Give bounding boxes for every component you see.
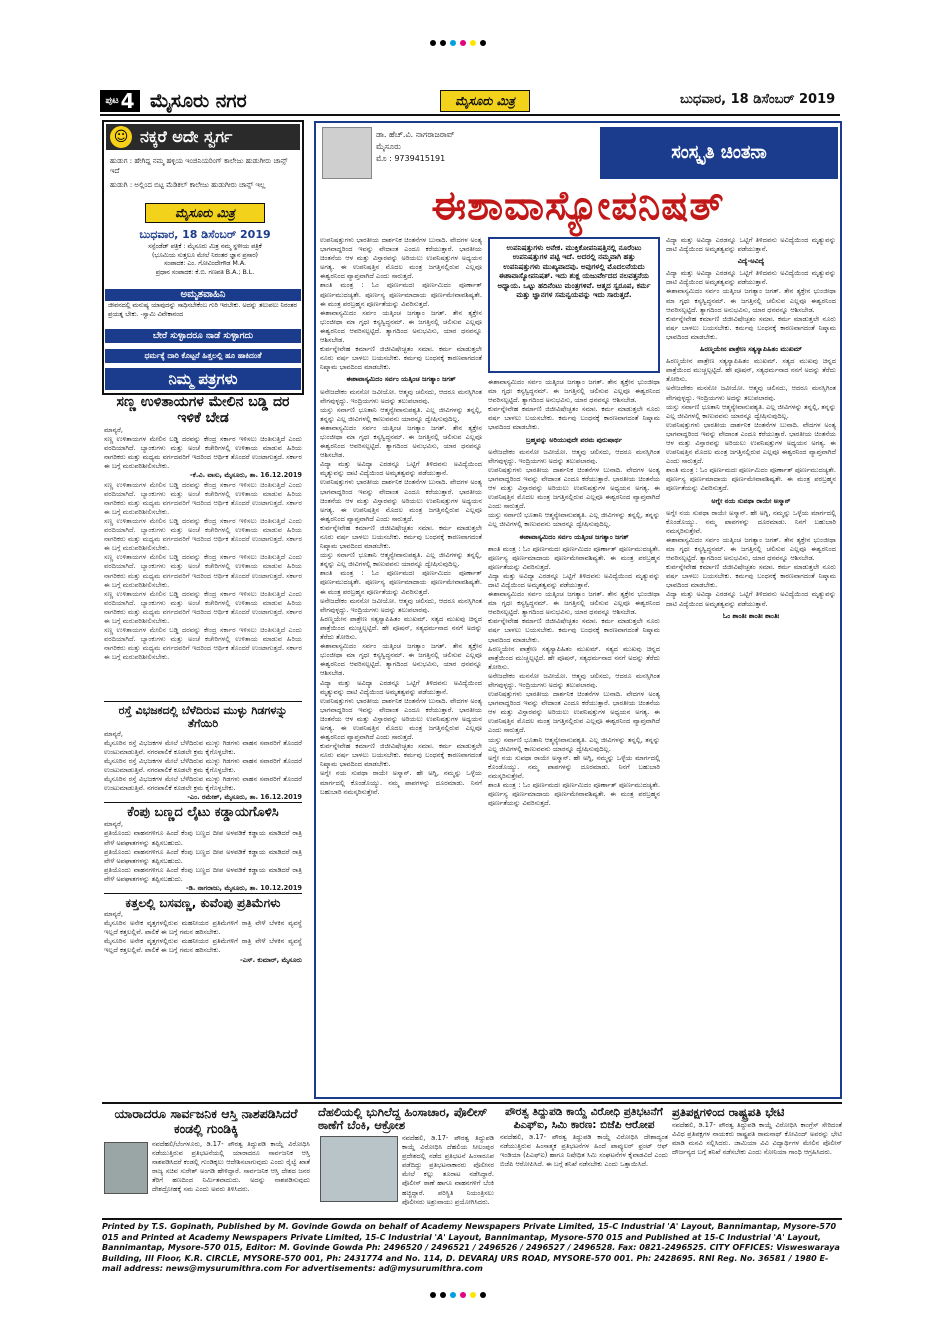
sidebar-masthead: ಮೈಸೂರು ಮಿತ್ರ <box>145 203 265 223</box>
author-photo <box>322 127 372 179</box>
story-headline: ದೆಹಲಿಯಲ್ಲಿ ಭುಗಿಲೆದ್ದ ಹಿಂಸಾಚಾರ, ಪೊಲೀಸ್ ಠಾಣೆಗೆ ಬೆಂಕಿ, ಆಕ್ರೋಶ <box>318 1106 488 1132</box>
letter-body: ಮೈಸೂರಿನ ರಸ್ತೆ ವಿಭಜಕಗಳ ಮೇಲೆ ಬೆಳೆದಿರುವ ಮುಳ್ಳು ಗಿಡಗಳು ವಾಹನ ಸವಾರರಿಗೆ ತೊಂದರೆ ಉಂಟುಮಾಡುತ್ತಿವೆ. ನಗರಪಾಲಿಕೆ ಕೂಡಲೇ ಕ್ರಮ ಕೈಗೊಳ್ಳಬೇಕು. <box>104 738 302 756</box>
story <box>318 1106 494 1216</box>
story-body: ನವದೆಹಲಿ, ಡಿ.17- ಪೌರತ್ವ ತಿದ್ದುಪಡಿ ಕಾಯ್ದೆ ವಿರೋಧಿಸಿ ಕಾಂಗ್ರೆಸ್ ಸೇರಿದಂತೆ ವಿವಿಧ ಪ್ರತಿಪಕ್ಷಗಳ ನಾಯಕರು ರಾಷ್ಟ್ರಪತಿ ರಾಮನಾಥ್ ಕೋವಿಂದ್ ಅವರನ್ನು ಭೇಟಿ ಮಾಡಿ ಮನವಿ ಸಲ್ಲಿಸಿದರು. ಜಾಮಿಯಾ ವಿವಿ ವಿದ್ಯಾರ್ಥಿಗಳ ಮೇಲಿನ ಪೊಲೀಸ್ ದೌರ್ಜನ್ಯದ ಬಗ್ಗೆ ತನಿಖೆ ನಡೆಸಬೇಕು ಎಂದು ಸೋನಿಯಾ ಗಾಂಧಿ ಆಗ್ರಹಿಸಿದರು. <box>672 1121 842 1157</box>
letter-title: ರಸ್ತೆ ವಿಭಜಕದಲ್ಲಿ ಬೆಳೆದಿರುವ ಮುಳ್ಳು ಗಿಡಗಳನ್ನು ತೆಗೆಯಿರಿ <box>118 703 288 730</box>
letter: ಕತ್ತಲಲ್ಲಿ ಬಸವಣ್ಣ, ಕುವೆಂಪು ಪ್ರತಿಮೆಗಳು ಮಾನ್ಯರೆ, ಮೈಸೂರಿನ ಅನೇಕ ವೃತ್ತಗಳಲ್ಲಿರುವ ಮಹನೀಯರ ಪ್ರತಿಮೆಗಳಿಗೆ ರಾತ್ರಿ ವೇಳೆ ಬೆಳಕಿನ ವ್ಯವಸ್ಥೆ ಇಲ್ಲದೆ ಕತ್ತಲಲ್ಲಿವೆ. ಪಾಲಿಕೆ ಈ ಬಗ್ಗೆ ಗಮನ ಹರಿಸಬೇಕು. ಮೈಸೂರಿನ ಅನೇಕ ವೃತ್ತಗಳಲ್ಲಿರುವ ಮಹನೀಯರ ಪ್ರತಿಮೆಗಳಿಗೆ ರಾತ್ರಿ ವೇಳೆ ಬೆಳಕಿನ ವ್ಯವಸ್ಥೆ ಇಲ್ಲದೆ ಕತ್ತಲಲ್ಲಿವೆ. ಪಾಲಿಕೆ ಈ ಬಗ್ಗೆ ಗಮನ ಹರಿಸಬೇಕು. -ಎಸ್. ಕುಮಾರ್, ಮೈಸೂರು <box>104 893 302 965</box>
feature-subhead: ಈಶಾವಾಸ್ಯಮಿದಂ ಸರ್ವಂ ಯತ್ಕಿಂಚ ಜಗತ್ಯಾಂ ಜಗತ್ <box>346 375 456 384</box>
letter-salutation: ಮಾನ್ಯರೆ, <box>104 426 124 434</box>
proverb-strip: ಬೇರೆ ಸುಳ್ಳಾದರೂ ನಾಡೆ ಸುಳ್ಳಾಗದು <box>105 329 301 343</box>
joke-line: ಹುಡುಗ : ಹೇಗಿದ್ದ ನಮ್ಮ ಹಳ್ಳಿಯ ಇಂಜಿನಿಯರಿಂಗ್ ಕಾಲೇಜು ಹುಡುಗೀರು ಚಾನ್ಸ್ ಇದೆ <box>110 157 288 175</box>
author-city: ಮೈಸೂರು <box>376 142 401 151</box>
feature-subhead: ಬ್ರಹ್ಮವನ್ನು ಅರಿಯುವುದೇ ಪರಮ ಪುರುಷಾರ್ಥ <box>525 435 623 444</box>
feature-column-3: ವಿದ್ಯಾ ಮತ್ತು ಅವಿದ್ಯಾ ಎರಡನ್ನೂ ಒಟ್ಟಿಗೆ ತಿಳಿದವನು ಅವಿದ್ಯೆಯಿಂದ ಮೃತ್ಯುವನ್ನು ದಾಟಿ ವಿದ್ಯೆಯಿಂದ ಅಮೃತತ್ವವನ್ನು ಪಡೆಯುತ್ತಾನೆ. ವಿದ್ಯೆ-ಅವಿದ್ಯೆ ವಿದ್ಯಾ ಮತ್ತು ಅವಿದ್ಯಾ ಎರಡನ್ನೂ ಒಟ್ಟಿಗೆ ತಿಳಿದವನು ಅವಿದ್ಯೆಯಿಂದ ಮೃತ್ಯುವನ್ನು ದಾಟಿ ವಿದ್ಯೆಯಿಂದ ಅಮೃತತ್ವವನ್ನು ಪಡೆಯುತ್ತಾನೆ. ಈಶಾವಾಸ್ಯಮಿದಂ ಸರ್ವಂ ಯತ್ಕಿಂಚ ಜಗತ್ಯಾಂ ಜಗತ್. ತೇನ ತ್ಯಕ್ತೇನ ಭುಂಜೀಥಾ ಮಾ ಗೃಧಃ ಕಸ್ಯಸ್ವಿದ್ಧನಮ್. ಈ ಜಗತ್ತಿನಲ್ಲಿ ಚಲಿಸುವ ಎಲ್ಲವೂ ಈಶ್ವರನಿಂದ ಆವರಿಸಲ್ಪಟ್ಟಿದೆ. ತ್ಯಾಗದಿಂದ ಅನುಭವಿಸು, ಯಾರ ಧನವನ್ನೂ ಆಶಿಸಬೇಡ. ಕುರ್ವನ್ನೇವೇಹ ಕರ್ಮಾಣಿ ಜಿಜೀವಿಷೇಚ್ಛತಂ ಸಮಾಃ. ಕರ್ಮ ಮಾಡುತ್ತಲೇ ನೂರು ವರ್ಷ ಬಾಳಲು ಬಯಸಬೇಕು. ಕರ್ಮವು ಬಂಧನಕ್ಕೆ ಕಾರಣವಾಗದಂತೆ ನಿಷ್ಕಾಮ ಭಾವದಿಂದ ಮಾಡಬೇಕು. ಹಿರಣ್ಮಯೇನ ಪಾತ್ರೇಣ ಸತ್ಯಸ್ಯಾಪಿಹಿತಂ ಮುಖಮ್ ಹಿರಣ್ಮಯೇನ ಪಾತ್ರೇಣ ಸತ್ಯಸ್ಯಾಪಿಹಿತಂ ಮುಖಮ್. ಸತ್ಯದ ಮುಖವು ಚಿನ್ನದ ಪಾತ್ರೆಯಿಂದ ಮುಚ್ಚಲ್ಪಟ್ಟಿದೆ. ಹೇ ಪೂಷನ್, ಸತ್ಯಧರ್ಮನಾದ ನನಗೆ ಅದನ್ನು ತೆರೆದು ತೋರಿಸು. ಅನೇಜದೇಕಂ ಮನಸೋ ಜವೀಯೋ. ಆತ್ಮವು ಚಲಿಸದು, ಆದರೂ ಮನಸ್ಸಿಗಿಂತ ವೇಗವುಳ್ಳದ್ದು. ಇಂದ್ರಿಯಗಳು ಅದನ್ನು ತಲುಪಲಾರವು. ಯಸ್ತು ಸರ್ವಾಣಿ ಭೂತಾನಿ ಆತ್ಮನ್ಯೇವಾನುಪಶ್ಯತಿ. ಎಲ್ಲ ಜೀವಿಗಳನ್ನು ತನ್ನಲ್ಲಿ, ತನ್ನನ್ನು ಎಲ್ಲ ಜೀವಿಗಳಲ್ಲಿ ಕಾಣುವವನು ಯಾರನ್ನೂ ದ್ವೇಷಿಸುವುದಿಲ್ಲ. ಉಪನಿಷತ್ತುಗಳು ಭಾರತೀಯ ದಾರ್ಶನಿಕ ಚಿಂತನೆಗಳ ಬುನಾದಿ. ವೇದಗಳ ಅಂತ್ಯ ಭಾಗವಾದ್ದರಿಂದ ಇವನ್ನು ವೇದಾಂತ ಎಂದೂ ಕರೆಯುತ್ತಾರೆ. ಭಾರತೀಯ ಚಿಂತನೆಯ ಆಳ ಮತ್ತು ವಿಸ್ತಾರವನ್ನು ಅರಿಯಲು ಉಪನಿಷತ್ತುಗಳ ಅಧ್ಯಯನ ಅಗತ್ಯ. ಈ ಉಪನಿಷತ್ತಿನ ಮೊದಲ ಮಂತ್ರ ಜಗತ್ತಿನಲ್ಲಿರುವ ಎಲ್ಲವೂ ಈಶ್ವರನಿಂದ ವ್ಯಾಪ್ತವಾಗಿದೆ ಎಂದು ಸಾರುತ್ತದೆ. ಶಾಂತಿ ಮಂತ್ರ : ಓಂ ಪೂರ್ಣಮದಃ ಪೂರ್ಣಮಿದಂ ಪೂರ್ಣಾತ್ ಪೂರ್ಣಮುದಚ್ಯತೇ. ಪೂರ್ಣಸ್ಯ ಪೂರ್ಣಮಾದಾಯ ಪೂರ್ಣಮೇವಾವಶಿಷ್ಯತೇ. ಈ ಮಂತ್ರ ಪರಬ್ರಹ್ಮನ ಪೂರ್ಣತೆಯನ್ನು ವಿವರಿಸುತ್ತದೆ. ಅಗ್ನೇ ನಯ ಸುಪಥಾ ರಾಯೇ ಅಸ್ಮಾನ್ ಅಗ್ನೇ ನಯ ಸುಪಥಾ ರಾಯೇ ಅಸ್ಮಾನ್. ಹೇ ಅಗ್ನಿ, ನಮ್ಮನ್ನು ಒಳ್ಳೆಯ ಮಾರ್ಗದಲ್ಲಿ ಕೊಂಡೊಯ್ಯು. ನಮ್ಮ ಪಾಪಗಳನ್ನು ದೂರಮಾಡು. ನಿನಗೆ ಬಹುಬಾರಿ ನಮಸ್ಕರಿಸುತ್ತೇವೆ. ಈಶಾವಾಸ್ಯಮಿದಂ ಸರ್ವಂ ಯತ್ಕಿಂಚ ಜಗತ್ಯಾಂ ಜಗತ್. ತೇನ ತ್ಯಕ್ತೇನ ಭುಂಜೀಥಾ ಮಾ ಗೃಧಃ ಕಸ್ಯಸ್ವಿದ್ಧನಮ್. ಈ ಜಗತ್ತಿನಲ್ಲಿ ಚಲಿಸುವ ಎಲ್ಲವೂ ಈಶ್ವರನಿಂದ ಆವರಿಸಲ್ಪಟ್ಟಿದೆ. ತ್ಯಾಗದಿಂದ ಅನುಭವಿಸು, ಯಾರ ಧನವನ್ನೂ ಆಶಿಸಬೇಡ. ಕುರ್ವನ್ನೇವೇಹ ಕರ್ಮಾಣಿ ಜಿಜೀವಿಷೇಚ್ಛತಂ ಸಮಾಃ. ಕರ್ಮ ಮಾಡುತ್ತಲೇ ನೂರು ವರ್ಷ ಬಾಳಲು ಬಯಸಬೇಕು. ಕರ್ಮವು ಬಂಧನಕ್ಕೆ ಕಾರಣವಾಗದಂತೆ ನಿಷ್ಕಾಮ ಭಾವದಿಂದ ಮಾಡಬೇಕು. ವಿದ್ಯಾ ಮತ್ತು ಅವಿದ್ಯಾ ಎರಡನ್ನೂ ಒಟ್ಟಿಗೆ ತಿಳಿದವನು ಅವಿದ್ಯೆಯಿಂದ ಮೃತ್ಯುವನ್ನು ದಾಟಿ ವಿದ್ಯೆಯಿಂದ ಅಮೃತತ್ವವನ್ನು ಪಡೆಯುತ್ತಾನೆ. ಓಂ ಶಾಂತಿಃ ಶಾಂತಿಃ ಶಾಂತಿಃ <box>666 236 836 620</box>
stories-rule <box>102 1102 842 1104</box>
story-body: ನವದೆಹಲಿ, ಡಿ.17- ಪೌರತ್ವ ತಿದ್ದುಪಡಿ ಕಾಯ್ದೆ ವಿರೋಧಿಸಿ ದೆಹಲಿಯ ಸೀಲಂಪುರ ಪ್ರದೇಶದಲ್ಲಿ ನಡೆದ ಪ್ರತಿಭಟನೆ ಹಿಂಸಾರೂಪ ಪಡೆದಿದ್ದು ಪ್ರತಿಭಟನಾಕಾರರು ಪೊಲೀಸರ ಮೇಲೆ ಕಲ್ಲು ತೂರಾಟ ನಡೆಸಿದ್ದಾರೆ. ಪೊಲೀಸ್ ಠಾಣೆ ಹಾಗೂ ವಾಹನಗಳಿಗೆ ಬೆಂಕಿ ಹಚ್ಚಿದ್ದಾರೆ. ಪರಿಸ್ಥಿತಿ ನಿಯಂತ್ರಿಸಲು ಪೊಲೀಸರು ಅಶ್ರುವಾಯು ಪ್ರಯೋಗಿಸಿದರು. <box>402 1134 494 1206</box>
feature-column-1: ಉಪನಿಷತ್ತುಗಳು ಭಾರತೀಯ ದಾರ್ಶನಿಕ ಚಿಂತನೆಗಳ ಬುನಾದಿ. ವೇದಗಳ ಅಂತ್ಯ ಭಾಗವಾದ್ದರಿಂದ ಇವನ್ನು ವೇದಾಂತ ಎಂದೂ ಕರೆಯುತ್ತಾರೆ. ಭಾರತೀಯ ಚಿಂತನೆಯ ಆಳ ಮತ್ತು ವಿಸ್ತಾರವನ್ನು ಅರಿಯಲು ಉಪನಿಷತ್ತುಗಳ ಅಧ್ಯಯನ ಅಗತ್ಯ. ಈ ಉಪನಿಷತ್ತಿನ ಮೊದಲ ಮಂತ್ರ ಜಗತ್ತಿನಲ್ಲಿರುವ ಎಲ್ಲವೂ ಈಶ್ವರನಿಂದ ವ್ಯಾಪ್ತವಾಗಿದೆ ಎಂದು ಸಾರುತ್ತದೆ. ಶಾಂತಿ ಮಂತ್ರ : ಓಂ ಪೂರ್ಣಮದಃ ಪೂರ್ಣಮಿದಂ ಪೂರ್ಣಾತ್ ಪೂರ್ಣಮುದಚ್ಯತೇ. ಪೂರ್ಣಸ್ಯ ಪೂರ್ಣಮಾದಾಯ ಪೂರ್ಣಮೇವಾವಶಿಷ್ಯತೇ. ಈ ಮಂತ್ರ ಪರಬ್ರಹ್ಮನ ಪೂರ್ಣತೆಯನ್ನು ವಿವರಿಸುತ್ತದೆ. ಈಶಾವಾಸ್ಯಮಿದಂ ಸರ್ವಂ ಯತ್ಕಿಂಚ ಜಗತ್ಯಾಂ ಜಗತ್. ತೇನ ತ್ಯಕ್ತೇನ ಭುಂಜೀಥಾ ಮಾ ಗೃಧಃ ಕಸ್ಯಸ್ವಿದ್ಧನಮ್. ಈ ಜಗತ್ತಿನಲ್ಲಿ ಚಲಿಸುವ ಎಲ್ಲವೂ ಈಶ್ವರನಿಂದ ಆವರಿಸಲ್ಪಟ್ಟಿದೆ. ತ್ಯಾಗದಿಂದ ಅನುಭವಿಸು, ಯಾರ ಧನವನ್ನೂ ಆಶಿಸಬೇಡ. ಕುರ್ವನ್ನೇವೇಹ ಕರ್ಮಾಣಿ ಜಿಜೀವಿಷೇಚ್ಛತಂ ಸಮಾಃ. ಕರ್ಮ ಮಾಡುತ್ತಲೇ ನೂರು ವರ್ಷ ಬಾಳಲು ಬಯಸಬೇಕು. ಕರ್ಮವು ಬಂಧನಕ್ಕೆ ಕಾರಣವಾಗದಂತೆ ನಿಷ್ಕಾಮ ಭಾವದಿಂದ ಮಾಡಬೇಕು. ಈಶಾವಾಸ್ಯಮಿದಂ ಸರ್ವಂ ಯತ್ಕಿಂಚ ಜಗತ್ಯಾಂ ಜಗತ್ ಅನೇಜದೇಕಂ ಮನಸೋ ಜವೀಯೋ. ಆತ್ಮವು ಚಲಿಸದು, ಆದರೂ ಮನಸ್ಸಿಗಿಂತ ವೇಗವುಳ್ಳದ್ದು. ಇಂದ್ರಿಯಗಳು ಅದನ್ನು ತಲುಪಲಾರವು. ಯಸ್ತು ಸರ್ವಾಣಿ ಭೂತಾನಿ ಆತ್ಮನ್ಯೇವಾನುಪಶ್ಯತಿ. ಎಲ್ಲ ಜೀವಿಗಳನ್ನು ತನ್ನಲ್ಲಿ, ತನ್ನನ್ನು ಎಲ್ಲ ಜೀವಿಗಳಲ್ಲಿ ಕಾಣುವವನು ಯಾರನ್ನೂ ದ್ವೇಷಿಸುವುದಿಲ್ಲ. ಈಶಾವಾಸ್ಯಮಿದಂ ಸರ್ವಂ ಯತ್ಕಿಂಚ ಜಗತ್ಯಾಂ ಜಗತ್. ತೇನ ತ್ಯಕ್ತೇನ ಭುಂಜೀಥಾ ಮಾ ಗೃಧಃ ಕಸ್ಯಸ್ವಿದ್ಧನಮ್. ಈ ಜಗತ್ತಿನಲ್ಲಿ ಚಲಿಸುವ ಎಲ್ಲವೂ ಈಶ್ವರನಿಂದ ಆವರಿಸಲ್ಪಟ್ಟಿದೆ. ತ್ಯಾಗದಿಂದ ಅನುಭವಿಸು, ಯಾರ ಧನವನ್ನೂ ಆಶಿಸಬೇಡ. ವಿದ್ಯಾ ಮತ್ತು ಅವಿದ್ಯಾ ಎರಡನ್ನೂ ಒಟ್ಟಿಗೆ ತಿಳಿದವನು ಅವಿದ್ಯೆಯಿಂದ ಮೃತ್ಯುವನ್ನು ದಾಟಿ ವಿದ್ಯೆಯಿಂದ ಅಮೃತತ್ವವನ್ನು ಪಡೆಯುತ್ತಾನೆ. ಉಪನಿಷತ್ತುಗಳು ಭಾರತೀಯ ದಾರ್ಶನಿಕ ಚಿಂತನೆಗಳ ಬುನಾದಿ. ವೇದಗಳ ಅಂತ್ಯ ಭಾಗವಾದ್ದರಿಂದ ಇವನ್ನು ವೇದಾಂತ ಎಂದೂ ಕರೆಯುತ್ತಾರೆ. ಭಾರತೀಯ ಚಿಂತನೆಯ ಆಳ ಮತ್ತು ವಿಸ್ತಾರವನ್ನು ಅರಿಯಲು ಉಪನಿಷತ್ತುಗಳ ಅಧ್ಯಯನ ಅಗತ್ಯ. ಈ ಉಪನಿಷತ್ತಿನ ಮೊದಲ ಮಂತ್ರ ಜಗತ್ತಿನಲ್ಲಿರುವ ಎಲ್ಲವೂ ಈಶ್ವರನಿಂದ ವ್ಯಾಪ್ತವಾಗಿದೆ ಎಂದು ಸಾರುತ್ತದೆ. ಕುರ್ವನ್ನೇವೇಹ ಕರ್ಮಾಣಿ ಜಿಜೀವಿಷೇಚ್ಛತಂ ಸಮಾಃ. ಕರ್ಮ ಮಾಡುತ್ತಲೇ ನೂರು ವರ್ಷ ಬಾಳಲು ಬಯಸಬೇಕು. ಕರ್ಮವು ಬಂಧನಕ್ಕೆ ಕಾರಣವಾಗದಂತೆ ನಿಷ್ಕಾಮ ಭಾವದಿಂದ ಮಾಡಬೇಕು. ಯಸ್ತು ಸರ್ವಾಣಿ ಭೂತಾನಿ ಆತ್ಮನ್ಯೇವಾನುಪಶ್ಯತಿ. ಎಲ್ಲ ಜೀವಿಗಳನ್ನು ತನ್ನಲ್ಲಿ, ತನ್ನನ್ನು ಎಲ್ಲ ಜೀವಿಗಳಲ್ಲಿ ಕಾಣುವವನು ಯಾರನ್ನೂ ದ್ವೇಷಿಸುವುದಿಲ್ಲ. ಶಾಂತಿ ಮಂತ್ರ : ಓಂ ಪೂರ್ಣಮದಃ ಪೂರ್ಣಮಿದಂ ಪೂರ್ಣಾತ್ ಪೂರ್ಣಮುದಚ್ಯತೇ. ಪೂರ್ಣಸ್ಯ ಪೂರ್ಣಮಾದಾಯ ಪೂರ್ಣಮೇವಾವಶಿಷ್ಯತೇ. ಈ ಮಂತ್ರ ಪರಬ್ರಹ್ಮನ ಪೂರ್ಣತೆಯನ್ನು ವಿವರಿಸುತ್ತದೆ. ಅನೇಜದೇಕಂ ಮನಸೋ ಜವೀಯೋ. ಆತ್ಮವು ಚಲಿಸದು, ಆದರೂ ಮನಸ್ಸಿಗಿಂತ ವೇಗವುಳ್ಳದ್ದು. ಇಂದ್ರಿಯಗಳು ಅದನ್ನು ತಲುಪಲಾರವು. ಹಿರಣ್ಮಯೇನ ಪಾತ್ರೇಣ ಸತ್ಯಸ್ಯಾಪಿಹಿತಂ ಮುಖಮ್. ಸತ್ಯದ ಮುಖವು ಚಿನ್ನದ ಪಾತ್ರೆಯಿಂದ ಮುಚ್ಚಲ್ಪಟ್ಟಿದೆ. ಹೇ ಪೂಷನ್, ಸತ್ಯಧರ್ಮನಾದ ನನಗೆ ಅದನ್ನು ತೆರೆದು ತೋರಿಸು. ಈಶಾವಾಸ್ಯಮಿದಂ ಸರ್ವಂ ಯತ್ಕಿಂಚ ಜಗತ್ಯಾಂ ಜಗತ್. ತೇನ ತ್ಯಕ್ತೇನ ಭುಂಜೀಥಾ ಮಾ ಗೃಧಃ ಕಸ್ಯಸ್ವಿದ್ಧನಮ್. ಈ ಜಗತ್ತಿನಲ್ಲಿ ಚಲಿಸುವ ಎಲ್ಲವೂ ಈಶ್ವರನಿಂದ ಆವರಿಸಲ್ಪಟ್ಟಿದೆ. ತ್ಯಾಗದಿಂದ ಅನುಭವಿಸು, ಯಾರ ಧನವನ್ನೂ ಆಶಿಸಬೇಡ. ವಿದ್ಯಾ ಮತ್ತು ಅವಿದ್ಯಾ ಎರಡನ್ನೂ ಒಟ್ಟಿಗೆ ತಿಳಿದವನು ಅವಿದ್ಯೆಯಿಂದ ಮೃತ್ಯುವನ್ನು ದಾಟಿ ವಿದ್ಯೆಯಿಂದ ಅಮೃತತ್ವವನ್ನು ಪಡೆಯುತ್ತಾನೆ. ಉಪನಿಷತ್ತುಗಳು ಭಾರತೀಯ ದಾರ್ಶನಿಕ ಚಿಂತನೆಗಳ ಬುನಾದಿ. ವೇದಗಳ ಅಂತ್ಯ ಭಾಗವಾದ್ದರಿಂದ ಇವನ್ನು ವೇದಾಂತ ಎಂದೂ ಕರೆಯುತ್ತಾರೆ. ಭಾರತೀಯ ಚಿಂತನೆಯ ಆಳ ಮತ್ತು ವಿಸ್ತಾರವನ್ನು ಅರಿಯಲು ಉಪನಿಷತ್ತುಗಳ ಅಧ್ಯಯನ ಅಗತ್ಯ. ಈ ಉಪನಿಷತ್ತಿನ ಮೊದಲ ಮಂತ್ರ ಜಗತ್ತಿನಲ್ಲಿರುವ ಎಲ್ಲವೂ ಈಶ್ವರನಿಂದ ವ್ಯಾಪ್ತವಾಗಿದೆ ಎಂದು ಸಾರುತ್ತದೆ. ಕುರ್ವನ್ನೇವೇಹ ಕರ್ಮಾಣಿ ಜಿಜೀವಿಷೇಚ್ಛತಂ ಸಮಾಃ. ಕರ್ಮ ಮಾಡುತ್ತಲೇ ನೂರು ವರ್ಷ ಬಾಳಲು ಬಯಸಬೇಕು. ಕರ್ಮವು ಬಂಧನಕ್ಕೆ ಕಾರಣವಾಗದಂತೆ ನಿಷ್ಕಾಮ ಭಾವದಿಂದ ಮಾಡಬೇಕು. ಅಗ್ನೇ ನಯ ಸುಪಥಾ ರಾಯೇ ಅಸ್ಮಾನ್. ಹೇ ಅಗ್ನಿ, ನಮ್ಮನ್ನು ಒಳ್ಳೆಯ ಮಾರ್ಗದಲ್ಲಿ ಕೊಂಡೊಯ್ಯು. ನಮ್ಮ ಪಾಪಗಳನ್ನು ದೂರಮಾಡು. ನಿನಗೆ ಬಹುಬಾರಿ ನಮಸ್ಕರಿಸುತ್ತೇವೆ. <box>320 236 482 796</box>
story <box>102 1106 310 1216</box>
imprint-footer: Printed by T.S. Gopinath, Published by M. Govinde Gowda on behalf of Academy Newspapers Private Limited, 15-C Industrial 'A' Layout, Bannimantap, Mysore-570 015 and Printed at Academy Newspapers Private Limited, 15-C Industrial 'A' Layout, Bannimantap, Mysore-570 015 and Published at 15-C Industrial 'A' Layout, Bannimantap, Mysore-570 015, Editor: M. Govinde Gowda Ph: 2496520 / 2496521 / 2496526 / 2496527 / 2496528. Fax: 0821-2496525. CITY OFFICES: Visweswaraya Building, III Floor, K.R. CIRCLE, MYSORE-570 001, Ph: 2431774 and No. 114, D. DEVARAJ URS ROAD, MYSORE-570 001. Ph: 2428695. RNI Reg. No. 36581 / 1980 E-mail address: news@mysurumithra.com For advertisements: ad@mysurumithra.com <box>102 1222 840 1273</box>
letters-column <box>104 394 302 965</box>
feature-subhead: ಈಶಾವಾಸ್ಯಮಿದಂ ಸರ್ವಂ ಯತ್ಕಿಂಚ ಜಗತ್ಯಾಂ ಜಗತ್ <box>519 532 629 541</box>
letter: ರಸ್ತೆ ವಿಭಜಕದಲ್ಲಿ ಬೆಳೆದಿರುವ ಮುಳ್ಳು ಗಿಡಗಳನ್ನು ತೆಗೆಯಿರಿ ಮಾನ್ಯರೆ, ಮೈಸೂರಿನ ರಸ್ತೆ ವಿಭಜಕಗಳ ಮೇಲೆ ಬೆಳೆದಿರುವ ಮುಳ್ಳು ಗಿಡಗಳು ವಾಹನ ಸವಾರರಿಗೆ ತೊಂದರೆ ಉಂಟುಮಾಡುತ್ತಿವೆ. ನಗರಪಾಲಿಕೆ ಕೂಡಲೇ ಕ್ರಮ ಕೈಗೊಳ್ಳಬೇಕು. ಮೈಸೂರಿನ ರಸ್ತೆ ವಿಭಜಕಗಳ ಮೇಲೆ ಬೆಳೆದಿರುವ ಮುಳ್ಳು ಗಿಡಗಳು ವಾಹನ ಸವಾರರಿಗೆ ತೊಂದರೆ ಉಂಟುಮಾಡುತ್ತಿವೆ. ನಗರಪಾಲಿಕೆ ಕೂಡಲೇ ಕ್ರಮ ಕೈಗೊಳ್ಳಬೇಕು. ಮೈಸೂರಿನ ರಸ್ತೆ ವಿಭಜಕಗಳ ಮೇಲೆ ಬೆಳೆದಿರುವ ಮುಳ್ಳು ಗಿಡಗಳು ವಾಹನ ಸವಾರರಿಗೆ ತೊಂದರೆ ಉಂಟುಮಾಡುತ್ತಿವೆ. ನಗರಪಾಲಿಕೆ ಕೂಡಲೇ ಕ್ರಮ ಕೈಗೊಳ್ಳಬೇಕು. -ಎಂ. ರಮೇಶ್, ಮೈಸೂರು, ತಾ. 16.12.2019 <box>104 701 302 803</box>
letter-salutation: ಮಾನ್ಯರೆ, <box>104 729 124 738</box>
letter-title: ಕೆಂಪು ಬಣ್ಣದ ಲೈಟು ಕಡ್ಡಾಯಗೊಳಿಸಿ <box>127 805 279 821</box>
letter-sign: -ಕೆ.ವಿ. ವಾಸು, ಮೈಸೂರು, ತಾ. 16.12.2019 <box>189 471 302 480</box>
letters-heading: ನಿಮ್ಮ ಪತ್ರಗಳು <box>105 368 301 390</box>
letter-body-filler: ಸಣ್ಣ ಉಳಿತಾಯಗಳ ಮೇಲಿನ ಬಡ್ಡಿ ದರವನ್ನು ಕೇಂದ್ರ ಸರ್ಕಾರ ಇಳಿಸಲು ಚಿಂತಿಸುತ್ತಿದೆ ಎಂದು ವರದಿಯಾಗಿದೆ. ಬ್ಯಾಂಕುಗಳು ಮತ್ತು ಅಂಚೆ ಕಚೇರಿಗಳಲ್ಲಿ ಉಳಿತಾಯ ಮಾಡುವ ಹಿರಿಯ ನಾಗರಿಕರು ಮತ್ತು ಮಧ್ಯಮ ವರ್ಗದವರಿಗೆ ಇದರಿಂದ ಆರ್ಥಿಕ ತೊಂದರೆ ಉಂಟಾಗುತ್ತದೆ. ಸರ್ಕಾರ ಈ ಬಗ್ಗೆ ಮರುಪರಿಶೀಲಿಸಬೇಕು. ಸಣ್ಣ ಉಳಿತಾಯಗಳ ಮೇಲಿನ ಬಡ್ಡಿ ದರವನ್ನು ಕೇಂದ್ರ ಸರ್ಕಾರ ಇಳಿಸಲು ಚಿಂತಿಸುತ್ತಿದೆ ಎಂದು ವರದಿಯಾಗಿದೆ. ಬ್ಯಾಂಕುಗಳು ಮತ್ತು ಅಂಚೆ ಕಚೇರಿಗಳಲ್ಲಿ ಉಳಿತಾಯ ಮಾಡುವ ಹಿರಿಯ ನಾಗರಿಕರು ಮತ್ತು ಮಧ್ಯಮ ವರ್ಗದವರಿಗೆ ಇದರಿಂದ ಆರ್ಥಿಕ ತೊಂದರೆ ಉಂಟಾಗುತ್ತದೆ. ಸರ್ಕಾರ ಈ ಬಗ್ಗೆ ಮರುಪರಿಶೀಲಿಸಬೇಕು. ಸಣ್ಣ ಉಳಿತಾಯಗಳ ಮೇಲಿನ ಬಡ್ಡಿ ದರವನ್ನು ಕೇಂದ್ರ ಸರ್ಕಾರ ಇಳಿಸಲು ಚಿಂತಿಸುತ್ತಿದೆ ಎಂದು ವರದಿಯಾಗಿದೆ. ಬ್ಯಾಂಕುಗಳು ಮತ್ತು ಅಂಚೆ ಕಚೇರಿಗಳಲ್ಲಿ ಉಳಿತಾಯ ಮಾಡುವ ಹಿರಿಯ ನಾಗರಿಕರು ಮತ್ತು ಮಧ್ಯಮ ವರ್ಗದವರಿಗೆ ಇದರಿಂದ ಆರ್ಥಿಕ ತೊಂದರೆ ಉಂಟಾಗುತ್ತದೆ. ಸರ್ಕಾರ ಈ ಬಗ್ಗೆ ಮರುಪರಿಶೀಲಿಸಬೇಕು. ಸಣ್ಣ ಉಳಿತಾಯಗಳ ಮೇಲಿನ ಬಡ್ಡಿ ದರವನ್ನು ಕೇಂದ್ರ ಸರ್ಕಾರ ಇಳಿಸಲು ಚಿಂತಿಸುತ್ತಿದೆ ಎಂದು ವರದಿಯಾಗಿದೆ. ಬ್ಯಾಂಕುಗಳು ಮತ್ತು ಅಂಚೆ ಕಚೇರಿಗಳಲ್ಲಿ ಉಳಿತಾಯ ಮಾಡುವ ಹಿರಿಯ ನಾಗರಿಕರು ಮತ್ತು ಮಧ್ಯಮ ವರ್ಗದವರಿಗೆ ಇದರಿಂದ ಆರ್ಥಿಕ ತೊಂದರೆ ಉಂಟಾಗುತ್ತದೆ. ಸರ್ಕಾರ ಈ ಬಗ್ಗೆ ಮರುಪರಿಶೀಲಿಸಬೇಕು. ಸಣ್ಣ ಉಳಿತಾಯಗಳ ಮೇಲಿನ ಬಡ್ಡಿ ದರವನ್ನು ಕೇಂದ್ರ ಸರ್ಕಾರ ಇಳಿಸಲು ಚಿಂತಿಸುತ್ತಿದೆ ಎಂದು ವರದಿಯಾಗಿದೆ. ಬ್ಯಾಂಕುಗಳು ಮತ್ತು ಅಂಚೆ ಕಚೇರಿಗಳಲ್ಲಿ ಉಳಿತಾಯ ಮಾಡುವ ಹಿರಿಯ ನಾಗರಿಕರು ಮತ್ತು ಮಧ್ಯಮ ವರ್ಗದವರಿಗೆ ಇದರಿಂದ ಆರ್ಥಿಕ ತೊಂದರೆ ಉಂಟಾಗುತ್ತದೆ. ಸರ್ಕಾರ ಈ ಬಗ್ಗೆ ಮರುಪರಿಶೀಲಿಸಬೇಕು. <box>104 480 302 662</box>
joke-title: ☺ ನಕ್ಕರೆ ಅದೇ ಸ್ವರ್ಗ <box>106 124 300 150</box>
masthead-logo: ಮೈಸೂರು ಮಿತ್ರ <box>440 90 530 112</box>
footer-rule <box>102 1218 842 1220</box>
registration-marks-top <box>430 40 486 46</box>
author-info <box>376 129 455 165</box>
header-rule <box>100 114 840 116</box>
letter-title: ಕತ್ತಲಲ್ಲಿ ಬಸವಣ್ಣ, ಕುವೆಂಪು ಪ್ರತಿಮೆಗಳು <box>125 896 281 911</box>
registration-marks-bottom <box>430 1292 486 1298</box>
amrita-text: ಜೀವನದಲ್ಲಿ ಮನುಷ್ಯ ಯಾವುದನ್ನು ಸಾಧಿಸಬೇಕೆಂಬ ಗುರಿ ಇರಬೇಕು. ಅದನ್ನು ತಲುಪಲು ನಿರಂತರ ಪ್ರಯತ್ನ ಬೇಕು. -ಸ್ವಾಮಿ ವಿವೇಕಾನಂದ <box>108 302 297 318</box>
joke-text <box>110 156 296 190</box>
feature-closing: ಓಂ ಶಾಂತಿಃ ಶಾಂತಿಃ ಶಾಂತಿಃ <box>722 611 780 620</box>
author-name: ಡಾ. ಹೆಚ್.ವಿ. ನಾಗರಾಜರಾವ್ <box>376 130 455 139</box>
story-photo <box>104 1142 148 1194</box>
feature-pull-quote: ಉಪನಿಷತ್ತುಗಳು ಅನೇಕ. ಮುಕ್ತಿಕೋಪನಿಷತ್ತಿನಲ್ಲಿ ನೂರೆಂಟು ಉಪನಿಷತ್ತುಗಳ ಪಟ್ಟಿ ಇದೆ. ಅದರಲ್ಲಿ ನಮ್ಮವಾಗಿ ಹತ್ತು ಉಪನಿಷತ್ತುಗಳು ಮುಖ್ಯವಾದವು. ಅವುಗಳಲ್ಲಿ ಮೊದಲನೆಯದು ಈಶಾವಾಸ್ಯೋಪನಿಷತ್. ಇದು ಶುಕ್ಲ ಯಜುರ್ವೇದದ ನಲವತ್ತನೆಯ ಅಧ್ಯಾಯ. ಒಟ್ಟು ಹದಿನೆಂಟು ಮಂತ್ರಗಳಿವೆ. ಆತ್ಮದ ಸ್ವರೂಪ, ಕರ್ಮ ಮತ್ತು ಜ್ಞಾನಗಳ ಸಮನ್ವಯವನ್ನು ಇದು ಸಾರುತ್ತದೆ. <box>488 237 660 373</box>
feature-title: ಈಶಾವಾಸ್ಯೋಪನಿಷತ್ <box>431 183 725 229</box>
story-body: ನವದೆಹಲಿ/ಬೆಂಗಳೂರು, ಡಿ.17- ಪೌರತ್ವ ತಿದ್ದುಪಡಿ ಕಾಯ್ದೆ ವಿರೋಧಿಸಿ ನಡೆಯುತ್ತಿರುವ ಪ್ರತಿಭಟನೆಯಲ್ಲಿ ಯಾರಾದರೂ ಸಾರ್ವಜನಿಕ ಆಸ್ತಿ ನಾಶಪಡಿಸಿದರೆ ಕಂಡಲ್ಲಿ ಗುಂಡಿಕ್ಕಲು ಆದೇಶಿಸಲಾಗುವುದು ಎಂದು ರೈಲ್ವೆ ಖಾತೆ ರಾಜ್ಯ ಸಚಿವ ಸುರೇಶ್ ಅಂಗಡಿ ಹೇಳಿದ್ದಾರೆ. ಸಾರ್ವಜನಿಕ ಆಸ್ತಿ ದೇಶದ ಜನರ ತೆರಿಗೆ ಹಣದಿಂದ ನಿರ್ಮಿತವಾದುದು. ಅದನ್ನು ನಾಶಪಡಿಸುವುದು ದೇಶದ್ರೋಹಕ್ಕೆ ಸಮ ಎಂದು ಅವರು ತಿಳಿಸಿದರು. <box>152 1140 310 1194</box>
section-name: ಮೈಸೂರು ನಗರ <box>150 90 247 112</box>
joke-line: ಹುಡುಗಿ : ಅಲ್ಲಿಂದ ಬಿಟ್ಟ ಮೆಡಿಕಲ್ ಕಾಲೇಜು ಹುಡುಗೀರು ಚಾನ್ಸ್ ಇಲ್ಲ <box>110 181 266 189</box>
feature-subhead: ಹಿರಣ್ಮಯೇನ ಪಾತ್ರೇಣ ಸತ್ಯಸ್ಯಾಪಿಹಿತಂ ಮುಖಮ್ <box>700 345 802 354</box>
letter-body: ಪ್ರತಿಯೊಂದು ವಾಹನಗಳಿಗೂ ಹಿಂದೆ ಕೆಂಪು ಬಣ್ಣದ ದೀಪ ಅಳವಡಿಕೆ ಕಡ್ಡಾಯ ಮಾಡಿದರೆ ರಾತ್ರಿ ವೇಳೆ ಅಪಘಾತಗಳನ್ನು ತಪ್ಪಿಸಬಹುದು. <box>104 829 302 847</box>
header-date: ಬುಧವಾರ, 18 ಡಿಸೆಂಬರ್ 2019 <box>680 92 836 107</box>
letter-body: ಮೈಸೂರಿನ ಅನೇಕ ವೃತ್ತಗಳಲ್ಲಿರುವ ಮಹನೀಯರ ಪ್ರತಿಮೆಗಳಿಗೆ ರಾತ್ರಿ ವೇಳೆ ಬೆಳಕಿನ ವ್ಯವಸ್ಥೆ ಇಲ್ಲದೆ ಕತ್ತಲಲ್ಲಿವೆ. ಪಾಲಿಕೆ ಈ ಬಗ್ಗೆ ಗಮನ ಹರಿಸಬೇಕು. <box>104 919 302 937</box>
amrita-heading: ಅಮೃತವಾಹಿನಿ <box>105 289 301 301</box>
letter-sign: -ಎಂ. ರಮೇಶ್, ಮೈಸೂರು, ತಾ. 16.12.2019 <box>187 793 302 802</box>
story-body: ನವದೆಹಲಿ, ಡಿ.17- ಪೌರತ್ವ ತಿದ್ದುಪಡಿ ಕಾಯ್ದೆ ವಿರೋಧಿಸಿ ದೇಶಾದ್ಯಂತ ನಡೆಯುತ್ತಿರುವ ಹಿಂಸಾತ್ಮಕ ಪ್ರತಿಭಟನೆಗಳ ಹಿಂದೆ ಪಾಪ್ಯುಲರ್ ಫ್ರಂಟ್ ಆಫ್ ಇಂಡಿಯಾ (ಪಿಎಫ್ಐ) ಹಾಗೂ ನಿಷೇಧಿತ ಸಿಮಿ ಸಂಘಟನೆಗಳ ಕೈವಾಡವಿದೆ ಎಂದು ಬಿಜೆಪಿ ಆರೋಪಿಸಿದೆ. ಈ ಬಗ್ಗೆ ತನಿಖೆ ನಡೆಸಬೇಕು ಎಂದು ಒತ್ತಾಯಿಸಿದೆ. <box>500 1133 668 1169</box>
sidebar-date: ಬುಧವಾರ, 18 ಡಿಸೆಂಬರ್ 2019 <box>139 228 271 241</box>
edition-info: ಸಸ್ಪೆಂಡೆಡ್ ಪತ್ರಿಕೆ : ಮೈಸೂರು ಮಿತ್ರ ನಮ್ಮ ಸ್ಥಳೀಯ ಪತ್ರಿಕೆ (ಭೂಮಿಯ ಸುತ್ತಲೂ ಮೇಲೆ ನಿರಂತರ ಜ್ಞಾನ ಪ್ರಸಾರ) ಸಂಪಾದಕ: ಎಂ. ಗೋವಿಂದೇಗೌಡ M.A. ಪ್ರಧಾನ ಸಂಪಾದಕ: ಕೆ.ಬಿ. ಗಣಪತಿ B.A.; B.L. <box>148 243 262 276</box>
proverb-strip: ಧರ್ಮಕ್ಕೆ ದಾರಿ ಕೊಟ್ಟರೆ ಹಿತ್ತಲಲ್ಲಿ ಹೂ ಹಾಕಿದಂತೆ <box>105 349 301 363</box>
letter: ಕೆಂಪು ಬಣ್ಣದ ಲೈಟು ಕಡ್ಡಾಯಗೊಳಿಸಿ ಮಾನ್ಯರೆ, ಪ್ರತಿಯೊಂದು ವಾಹನಗಳಿಗೂ ಹಿಂದೆ ಕೆಂಪು ಬಣ್ಣದ ದೀಪ ಅಳವಡಿಕೆ ಕಡ್ಡಾಯ ಮಾಡಿದರೆ ರಾತ್ರಿ ವೇಳೆ ಅಪಘಾತಗಳನ್ನು ತಪ್ಪಿಸಬಹುದು. ಪ್ರತಿಯೊಂದು ವಾಹನಗಳಿಗೂ ಹಿಂದೆ ಕೆಂಪು ಬಣ್ಣದ ದೀಪ ಅಳವಡಿಕೆ ಕಡ್ಡಾಯ ಮಾಡಿದರೆ ರಾತ್ರಿ ವೇಳೆ ಅಪಘಾತಗಳನ್ನು ತಪ್ಪಿಸಬಹುದು. ಪ್ರತಿಯೊಂದು ವಾಹನಗಳಿಗೂ ಹಿಂದೆ ಕೆಂಪು ಬಣ್ಣದ ದೀಪ ಅಳವಡಿಕೆ ಕಡ್ಡಾಯ ಮಾಡಿದರೆ ರಾತ್ರಿ ವೇಳೆ ಅಪಘಾತಗಳನ್ನು ತಪ್ಪಿಸಬಹುದು. -ಡಿ. ನಾಗರಾಜು, ಮೈಸೂರು, ತಾ. 10.12.2019 <box>104 802 302 893</box>
story-headline: ಯಾರಾದರೂ ಸಾರ್ವಜನಿಕ ಆಸ್ತಿ ನಾಶಪಡಿಸಿದರೆ ಕಂಡಲ್ಲಿ ಗುಂಡಿಕ್ಕಿ <box>114 1106 298 1136</box>
laughing-face-icon: ☺ <box>110 126 132 148</box>
letter-salutation: ಮಾನ್ಯರೆ, <box>104 820 124 829</box>
letter-sign: -ಎಸ್. ಕುಮಾರ್, ಮೈಸೂರು <box>239 955 302 964</box>
story <box>672 1106 842 1216</box>
story-headline: ಪೌರತ್ವ ತಿದ್ದುಪಡಿ ಕಾಯ್ದೆ ವಿರೋಧಿ ಪ್ರತಿಭಟನೆಗೆ ಪಿಎಫ್ಐ, ಸಿಮಿ ಕಾರಣ: ಬಿಜೆಪಿ ಆರೋಪ <box>505 1106 663 1131</box>
story-photo <box>320 1136 398 1202</box>
feature-subhead: ಅಗ್ನೇ ನಯ ಸುಪಥಾ ರಾಯೇ ಅಸ್ಮಾನ್ <box>711 496 791 505</box>
story <box>500 1106 668 1216</box>
letter-title: ಸಣ್ಣ ಉಳಿತಾಯಗಳ ಮೇಲಿನ ಬಡ್ಡಿ ದರ ಇಳಿಕೆ ಬೇಡ <box>116 394 290 426</box>
letter <box>104 394 302 481</box>
feature-banner: ಸಂಸ್ಕೃತಿ ಚಿಂತನಾ <box>600 127 838 179</box>
feature-subhead: ವಿದ್ಯೆ-ಅವಿದ್ಯೆ <box>737 257 765 266</box>
feature-column-2: ಈಶಾವಾಸ್ಯಮಿದಂ ಸರ್ವಂ ಯತ್ಕಿಂಚ ಜಗತ್ಯಾಂ ಜಗತ್. ತೇನ ತ್ಯಕ್ತೇನ ಭುಂಜೀಥಾ ಮಾ ಗೃಧಃ ಕಸ್ಯಸ್ವಿದ್ಧನಮ್. ಈ ಜಗತ್ತಿನಲ್ಲಿ ಚಲಿಸುವ ಎಲ್ಲವೂ ಈಶ್ವರನಿಂದ ಆವರಿಸಲ್ಪಟ್ಟಿದೆ. ತ್ಯಾಗದಿಂದ ಅನುಭವಿಸು, ಯಾರ ಧನವನ್ನೂ ಆಶಿಸಬೇಡ. ಕುರ್ವನ್ನೇವೇಹ ಕರ್ಮಾಣಿ ಜಿಜೀವಿಷೇಚ್ಛತಂ ಸಮಾಃ. ಕರ್ಮ ಮಾಡುತ್ತಲೇ ನೂರು ವರ್ಷ ಬಾಳಲು ಬಯಸಬೇಕು. ಕರ್ಮವು ಬಂಧನಕ್ಕೆ ಕಾರಣವಾಗದಂತೆ ನಿಷ್ಕಾಮ ಭಾವದಿಂದ ಮಾಡಬೇಕು. ಬ್ರಹ್ಮವನ್ನು ಅರಿಯುವುದೇ ಪರಮ ಪುರುಷಾರ್ಥ ಅನೇಜದೇಕಂ ಮನಸೋ ಜವೀಯೋ. ಆತ್ಮವು ಚಲಿಸದು, ಆದರೂ ಮನಸ್ಸಿಗಿಂತ ವೇಗವುಳ್ಳದ್ದು. ಇಂದ್ರಿಯಗಳು ಅದನ್ನು ತಲುಪಲಾರವು. ಉಪನಿಷತ್ತುಗಳು ಭಾರತೀಯ ದಾರ್ಶನಿಕ ಚಿಂತನೆಗಳ ಬುನಾದಿ. ವೇದಗಳ ಅಂತ್ಯ ಭಾಗವಾದ್ದರಿಂದ ಇವನ್ನು ವೇದಾಂತ ಎಂದೂ ಕರೆಯುತ್ತಾರೆ. ಭಾರತೀಯ ಚಿಂತನೆಯ ಆಳ ಮತ್ತು ವಿಸ್ತಾರವನ್ನು ಅರಿಯಲು ಉಪನಿಷತ್ತುಗಳ ಅಧ್ಯಯನ ಅಗತ್ಯ. ಈ ಉಪನಿಷತ್ತಿನ ಮೊದಲ ಮಂತ್ರ ಜಗತ್ತಿನಲ್ಲಿರುವ ಎಲ್ಲವೂ ಈಶ್ವರನಿಂದ ವ್ಯಾಪ್ತವಾಗಿದೆ ಎಂದು ಸಾರುತ್ತದೆ. ಯಸ್ತು ಸರ್ವಾಣಿ ಭೂತಾನಿ ಆತ್ಮನ್ಯೇವಾನುಪಶ್ಯತಿ. ಎಲ್ಲ ಜೀವಿಗಳನ್ನು ತನ್ನಲ್ಲಿ, ತನ್ನನ್ನು ಎಲ್ಲ ಜೀವಿಗಳಲ್ಲಿ ಕಾಣುವವನು ಯಾರನ್ನೂ ದ್ವೇಷಿಸುವುದಿಲ್ಲ. ಈಶಾವಾಸ್ಯಮಿದಂ ಸರ್ವಂ ಯತ್ಕಿಂಚ ಜಗತ್ಯಾಂ ಜಗತ್ ಶಾಂತಿ ಮಂತ್ರ : ಓಂ ಪೂರ್ಣಮದಃ ಪೂರ್ಣಮಿದಂ ಪೂರ್ಣಾತ್ ಪೂರ್ಣಮುದಚ್ಯತೇ. ಪೂರ್ಣಸ್ಯ ಪೂರ್ಣಮಾದಾಯ ಪೂರ್ಣಮೇವಾವಶಿಷ್ಯತೇ. ಈ ಮಂತ್ರ ಪರಬ್ರಹ್ಮನ ಪೂರ್ಣತೆಯನ್ನು ವಿವರಿಸುತ್ತದೆ. ವಿದ್ಯಾ ಮತ್ತು ಅವಿದ್ಯಾ ಎರಡನ್ನೂ ಒಟ್ಟಿಗೆ ತಿಳಿದವನು ಅವಿದ್ಯೆಯಿಂದ ಮೃತ್ಯುವನ್ನು ದಾಟಿ ವಿದ್ಯೆಯಿಂದ ಅಮೃತತ್ವವನ್ನು ಪಡೆಯುತ್ತಾನೆ. ಈಶಾವಾಸ್ಯಮಿದಂ ಸರ್ವಂ ಯತ್ಕಿಂಚ ಜಗತ್ಯಾಂ ಜಗತ್. ತೇನ ತ್ಯಕ್ತೇನ ಭುಂಜೀಥಾ ಮಾ ಗೃಧಃ ಕಸ್ಯಸ್ವಿದ್ಧನಮ್. ಈ ಜಗತ್ತಿನಲ್ಲಿ ಚಲಿಸುವ ಎಲ್ಲವೂ ಈಶ್ವರನಿಂದ ಆವರಿಸಲ್ಪಟ್ಟಿದೆ. ತ್ಯಾಗದಿಂದ ಅನುಭವಿಸು, ಯಾರ ಧನವನ್ನೂ ಆಶಿಸಬೇಡ. ಕುರ್ವನ್ನೇವೇಹ ಕರ್ಮಾಣಿ ಜಿಜೀವಿಷೇಚ್ಛತಂ ಸಮಾಃ. ಕರ್ಮ ಮಾಡುತ್ತಲೇ ನೂರು ವರ್ಷ ಬಾಳಲು ಬಯಸಬೇಕು. ಕರ್ಮವು ಬಂಧನಕ್ಕೆ ಕಾರಣವಾಗದಂತೆ ನಿಷ್ಕಾಮ ಭಾವದಿಂದ ಮಾಡಬೇಕು. ಹಿರಣ್ಮಯೇನ ಪಾತ್ರೇಣ ಸತ್ಯಸ್ಯಾಪಿಹಿತಂ ಮುಖಮ್. ಸತ್ಯದ ಮುಖವು ಚಿನ್ನದ ಪಾತ್ರೆಯಿಂದ ಮುಚ್ಚಲ್ಪಟ್ಟಿದೆ. ಹೇ ಪೂಷನ್, ಸತ್ಯಧರ್ಮನಾದ ನನಗೆ ಅದನ್ನು ತೆರೆದು ತೋರಿಸು. ಅನೇಜದೇಕಂ ಮನಸೋ ಜವೀಯೋ. ಆತ್ಮವು ಚಲಿಸದು, ಆದರೂ ಮನಸ್ಸಿಗಿಂತ ವೇಗವುಳ್ಳದ್ದು. ಇಂದ್ರಿಯಗಳು ಅದನ್ನು ತಲುಪಲಾರವು. ಉಪನಿಷತ್ತುಗಳು ಭಾರತೀಯ ದಾರ್ಶನಿಕ ಚಿಂತನೆಗಳ ಬುನಾದಿ. ವೇದಗಳ ಅಂತ್ಯ ಭಾಗವಾದ್ದರಿಂದ ಇವನ್ನು ವೇದಾಂತ ಎಂದೂ ಕರೆಯುತ್ತಾರೆ. ಭಾರತೀಯ ಚಿಂತನೆಯ ಆಳ ಮತ್ತು ವಿಸ್ತಾರವನ್ನು ಅರಿಯಲು ಉಪನಿಷತ್ತುಗಳ ಅಧ್ಯಯನ ಅಗತ್ಯ. ಈ ಉಪನಿಷತ್ತಿನ ಮೊದಲ ಮಂತ್ರ ಜಗತ್ತಿನಲ್ಲಿರುವ ಎಲ್ಲವೂ ಈಶ್ವರನಿಂದ ವ್ಯಾಪ್ತವಾಗಿದೆ ಎಂದು ಸಾರುತ್ತದೆ. ಯಸ್ತು ಸರ್ವಾಣಿ ಭೂತಾನಿ ಆತ್ಮನ್ಯೇವಾನುಪಶ್ಯತಿ. ಎಲ್ಲ ಜೀವಿಗಳನ್ನು ತನ್ನಲ್ಲಿ, ತನ್ನನ್ನು ಎಲ್ಲ ಜೀವಿಗಳಲ್ಲಿ ಕಾಣುವವನು ಯಾರನ್ನೂ ದ್ವೇಷಿಸುವುದಿಲ್ಲ. ಅಗ್ನೇ ನಯ ಸುಪಥಾ ರಾಯೇ ಅಸ್ಮಾನ್. ಹೇ ಅಗ್ನಿ, ನಮ್ಮನ್ನು ಒಳ್ಳೆಯ ಮಾರ್ಗದಲ್ಲಿ ಕೊಂಡೊಯ್ಯು. ನಮ್ಮ ಪಾಪಗಳನ್ನು ದೂರಮಾಡು. ನಿನಗೆ ಬಹುಬಾರಿ ನಮಸ್ಕರಿಸುತ್ತೇವೆ. ಶಾಂತಿ ಮಂತ್ರ : ಓಂ ಪೂರ್ಣಮದಃ ಪೂರ್ಣಮಿದಂ ಪೂರ್ಣಾತ್ ಪೂರ್ಣಮುದಚ್ಯತೇ. ಪೂರ್ಣಸ್ಯ ಪೂರ್ಣಮಾದಾಯ ಪೂರ್ಣಮೇವಾವಶಿಷ್ಯತೇ. ಈ ಮಂತ್ರ ಪರಬ್ರಹ್ಮನ ಪೂರ್ಣತೆಯನ್ನು ವಿವರಿಸುತ್ತದೆ. <box>488 378 660 808</box>
page-number: $^{ಪುಟ}$ 4 <box>100 90 140 112</box>
story-headline: ಪ್ರತಿಪಕ್ಷಗಳಿಂದ ರಾಷ್ಟ್ರಪತಿ ಭೇಟಿ <box>672 1106 785 1119</box>
author-phone: ಮೊ : 9739415191 <box>376 154 446 163</box>
letter-sign: -ಡಿ. ನಾಗರಾಜು, ಮೈಸೂರು, ತಾ. 10.12.2019 <box>185 883 302 892</box>
letter-body: ಸಣ್ಣ ಉಳಿತಾಯಗಳ ಮೇಲಿನ ಬಡ್ಡಿ ದರವನ್ನು ಕೇಂದ್ರ ಸರ್ಕಾರ ಇಳಿಸಲು ಚಿಂತಿಸುತ್ತಿದೆ ಎಂದು ವರದಿಯಾಗಿದೆ. ಬ್ಯಾಂಕುಗಳು ಮತ್ತು ಅಂಚೆ ಕಚೇರಿಗಳಲ್ಲಿ ಉಳಿತಾಯ ಮಾಡುವ ಹಿರಿಯ ನಾಗರಿಕರು ಮತ್ತು ಮಧ್ಯಮ ವರ್ಗದವರಿಗೆ ಇದರಿಂದ ಆರ್ಥಿಕ ತೊಂದರೆ ಉಂಟಾಗುತ್ತದೆ. ಸರ್ಕಾರ ಈ ಬಗ್ಗೆ ಮರುಪರಿಶೀಲಿಸಬೇಕು. <box>104 435 302 471</box>
letter-salutation: ಮಾನ್ಯರೆ, <box>104 910 124 919</box>
